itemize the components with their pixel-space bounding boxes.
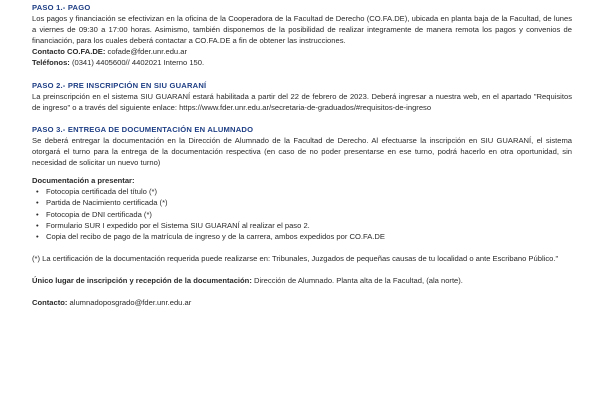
cofade-phones-label: Teléfonos: bbox=[32, 58, 70, 68]
list-item bbox=[32, 197, 572, 208]
list-item bbox=[32, 186, 572, 197]
cofade-contact-label: Contacto CO.FA.DE: bbox=[32, 47, 106, 57]
section-paso-1 bbox=[32, 2, 572, 69]
list-item-text: Partida de Nacimiento certificada (*) bbox=[46, 198, 168, 208]
alumnado-contact-email[interactable]: alumnadoposgrado@fder.unr.edu.ar bbox=[67, 297, 192, 307]
registration-place-value: Dirección de Alumnado. Planta alta de la Facultad, (ala norte). bbox=[251, 275, 463, 285]
list-item-text: Copia del recibo de pago de la matrícula de ingreso y de la carrera, ambos expedidos por CO.FA.DE bbox=[46, 231, 385, 241]
cofade-contact-email[interactable]: cofade@fder.unr.edu.ar bbox=[105, 47, 187, 57]
bullet-icon: • bbox=[36, 198, 39, 208]
documentation-list bbox=[32, 186, 572, 241]
paso-1-body: Los pagos y financiación se efectivizan en la oficina de la Cooperadora de la Facultad de Derecho (CO.FA.DE), ubicada en planta baja de la Facultad, de lunes a viernes de 09:30 a 17:00 horas. Asimismo, también disponemos de la posibilidad de realizar integramente de manera remota los pagos y convenios de financiación, para los cuales deberá contactar a CO.FA.DE a fin de obtener las instrucciones. bbox=[32, 14, 572, 46]
alumnado-contact-label: Contacto: bbox=[32, 297, 68, 307]
documentation-heading: Documentación a presentar: bbox=[32, 176, 135, 186]
paso-1-title: PASO 1.- PAGO bbox=[32, 3, 91, 12]
paso-2-title: PASO 2.- PRE INSCRIPCIÓN EN SIU GUARANÍ bbox=[32, 80, 207, 90]
list-item bbox=[32, 220, 572, 231]
cofade-phones-value: (0341) 4405600// 4402021 Interno 150. bbox=[69, 58, 205, 68]
bullet-icon: • bbox=[36, 187, 39, 197]
paso-3-body: Se deberá entregar la documentación en la Dirección de Alumnado de la Facultad de Derecho. Al efectuarse la inscripción en SIU GUARANÍ, el sistema otorgará el turno para la entrega de la documentación respectiva (en caso de no poder presentarse en ese turno, podrá hacerlo en otra oportunidad, sin necesidad de solicitar un nuevo turno) bbox=[32, 135, 572, 168]
list-item bbox=[32, 209, 572, 220]
bullet-icon: • bbox=[36, 231, 39, 241]
list-item-text: Fotocopia de DNI certificada (*) bbox=[46, 209, 152, 219]
section-paso-3 bbox=[32, 124, 572, 308]
paso-3-title: PASO 3.- ENTREGA DE DOCUMENTACIÓN EN ALUMNADO bbox=[32, 124, 254, 134]
registration-place-line bbox=[32, 275, 572, 286]
bullet-icon: • bbox=[36, 220, 39, 230]
registration-place-label: Único lugar de inscripción y recepción de la documentación: bbox=[32, 275, 252, 285]
paso-2-body: La preinscripción en el sistema SIU GUARANÍ estará habilitada a partir del 22 de febrero de 2023. Deberá ingresar a nuestra web, en el apartado "Requisitos de ingreso" o a través del siguiente enlace: https://www.fder.unr.edu.ar/secretaria-de-graduados/#requisitos-de-ingreso bbox=[32, 91, 572, 112]
list-item-text: Fotocopia certificada del título (*) bbox=[46, 187, 158, 197]
alumnado-contact-line bbox=[32, 297, 572, 308]
bullet-icon: • bbox=[36, 209, 39, 219]
cofade-contact-line bbox=[32, 46, 572, 57]
certification-footnote: (*) La certificación de la documentación requerida puede realizarse en: Tribunales, Juzgados de pequeñas causas de tu localidad o ante Escribano Público." bbox=[32, 253, 559, 263]
list-item bbox=[32, 231, 572, 242]
list-item-text: Formulario SUR I expedido por el Sistema SIU GUARANÍ al realizar el paso 2. bbox=[46, 220, 310, 230]
cofade-phones-line bbox=[32, 57, 572, 68]
document-page bbox=[32, 2, 572, 308]
section-paso-2 bbox=[32, 80, 572, 113]
